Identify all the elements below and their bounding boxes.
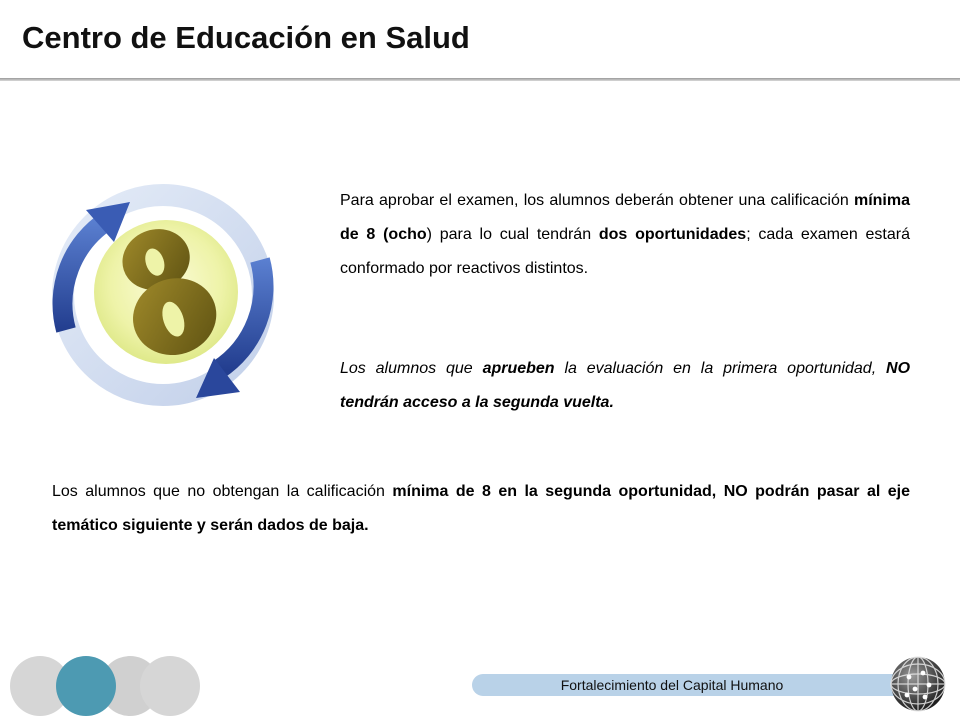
p2-bold-2: NO tendrán acceso a la segunda vuelta.	[340, 360, 911, 411]
p1-text-2: ) para lo cual tendrán	[426, 226, 599, 243]
circle-4	[140, 656, 200, 716]
p2-text-1: Los alumnos que	[340, 360, 483, 377]
globe-logo-icon	[889, 655, 947, 713]
decorative-circles	[10, 656, 210, 716]
exam-approval-paragraph	[340, 184, 910, 286]
p3-text-1: Los alumnos que no obtengan la calificación	[52, 483, 393, 500]
title-divider	[0, 78, 960, 81]
circle-2-highlight	[56, 656, 116, 716]
p1-text-3: ; cada examen estará conformado por reactivos distintos.	[340, 226, 910, 277]
p3-bold-1: mínima de 8 en la segunda oportunidad, NO podrán pasar al eje temático siguiente y serán dados de baja.	[52, 483, 911, 534]
p1-bold-2: dos oportunidades	[598, 226, 747, 243]
p2-bold-1: aprueben	[482, 360, 555, 377]
first-attempt-paragraph	[340, 352, 910, 420]
eight-cycle-icon	[38, 180, 288, 420]
second-attempt-paragraph	[52, 475, 910, 543]
footer-text: Fortalecimiento del Capital Humano	[560, 677, 784, 693]
p1-text-1: Para aprobar el examen, los alumnos deberán obtener una calificación	[340, 192, 854, 209]
p1-bold-1: mínima de 8 (ocho	[340, 192, 910, 243]
page-title: Centro de Educación en Salud	[22, 20, 470, 55]
p2-text-2: la evaluación en la primera oportunidad,	[554, 360, 887, 377]
